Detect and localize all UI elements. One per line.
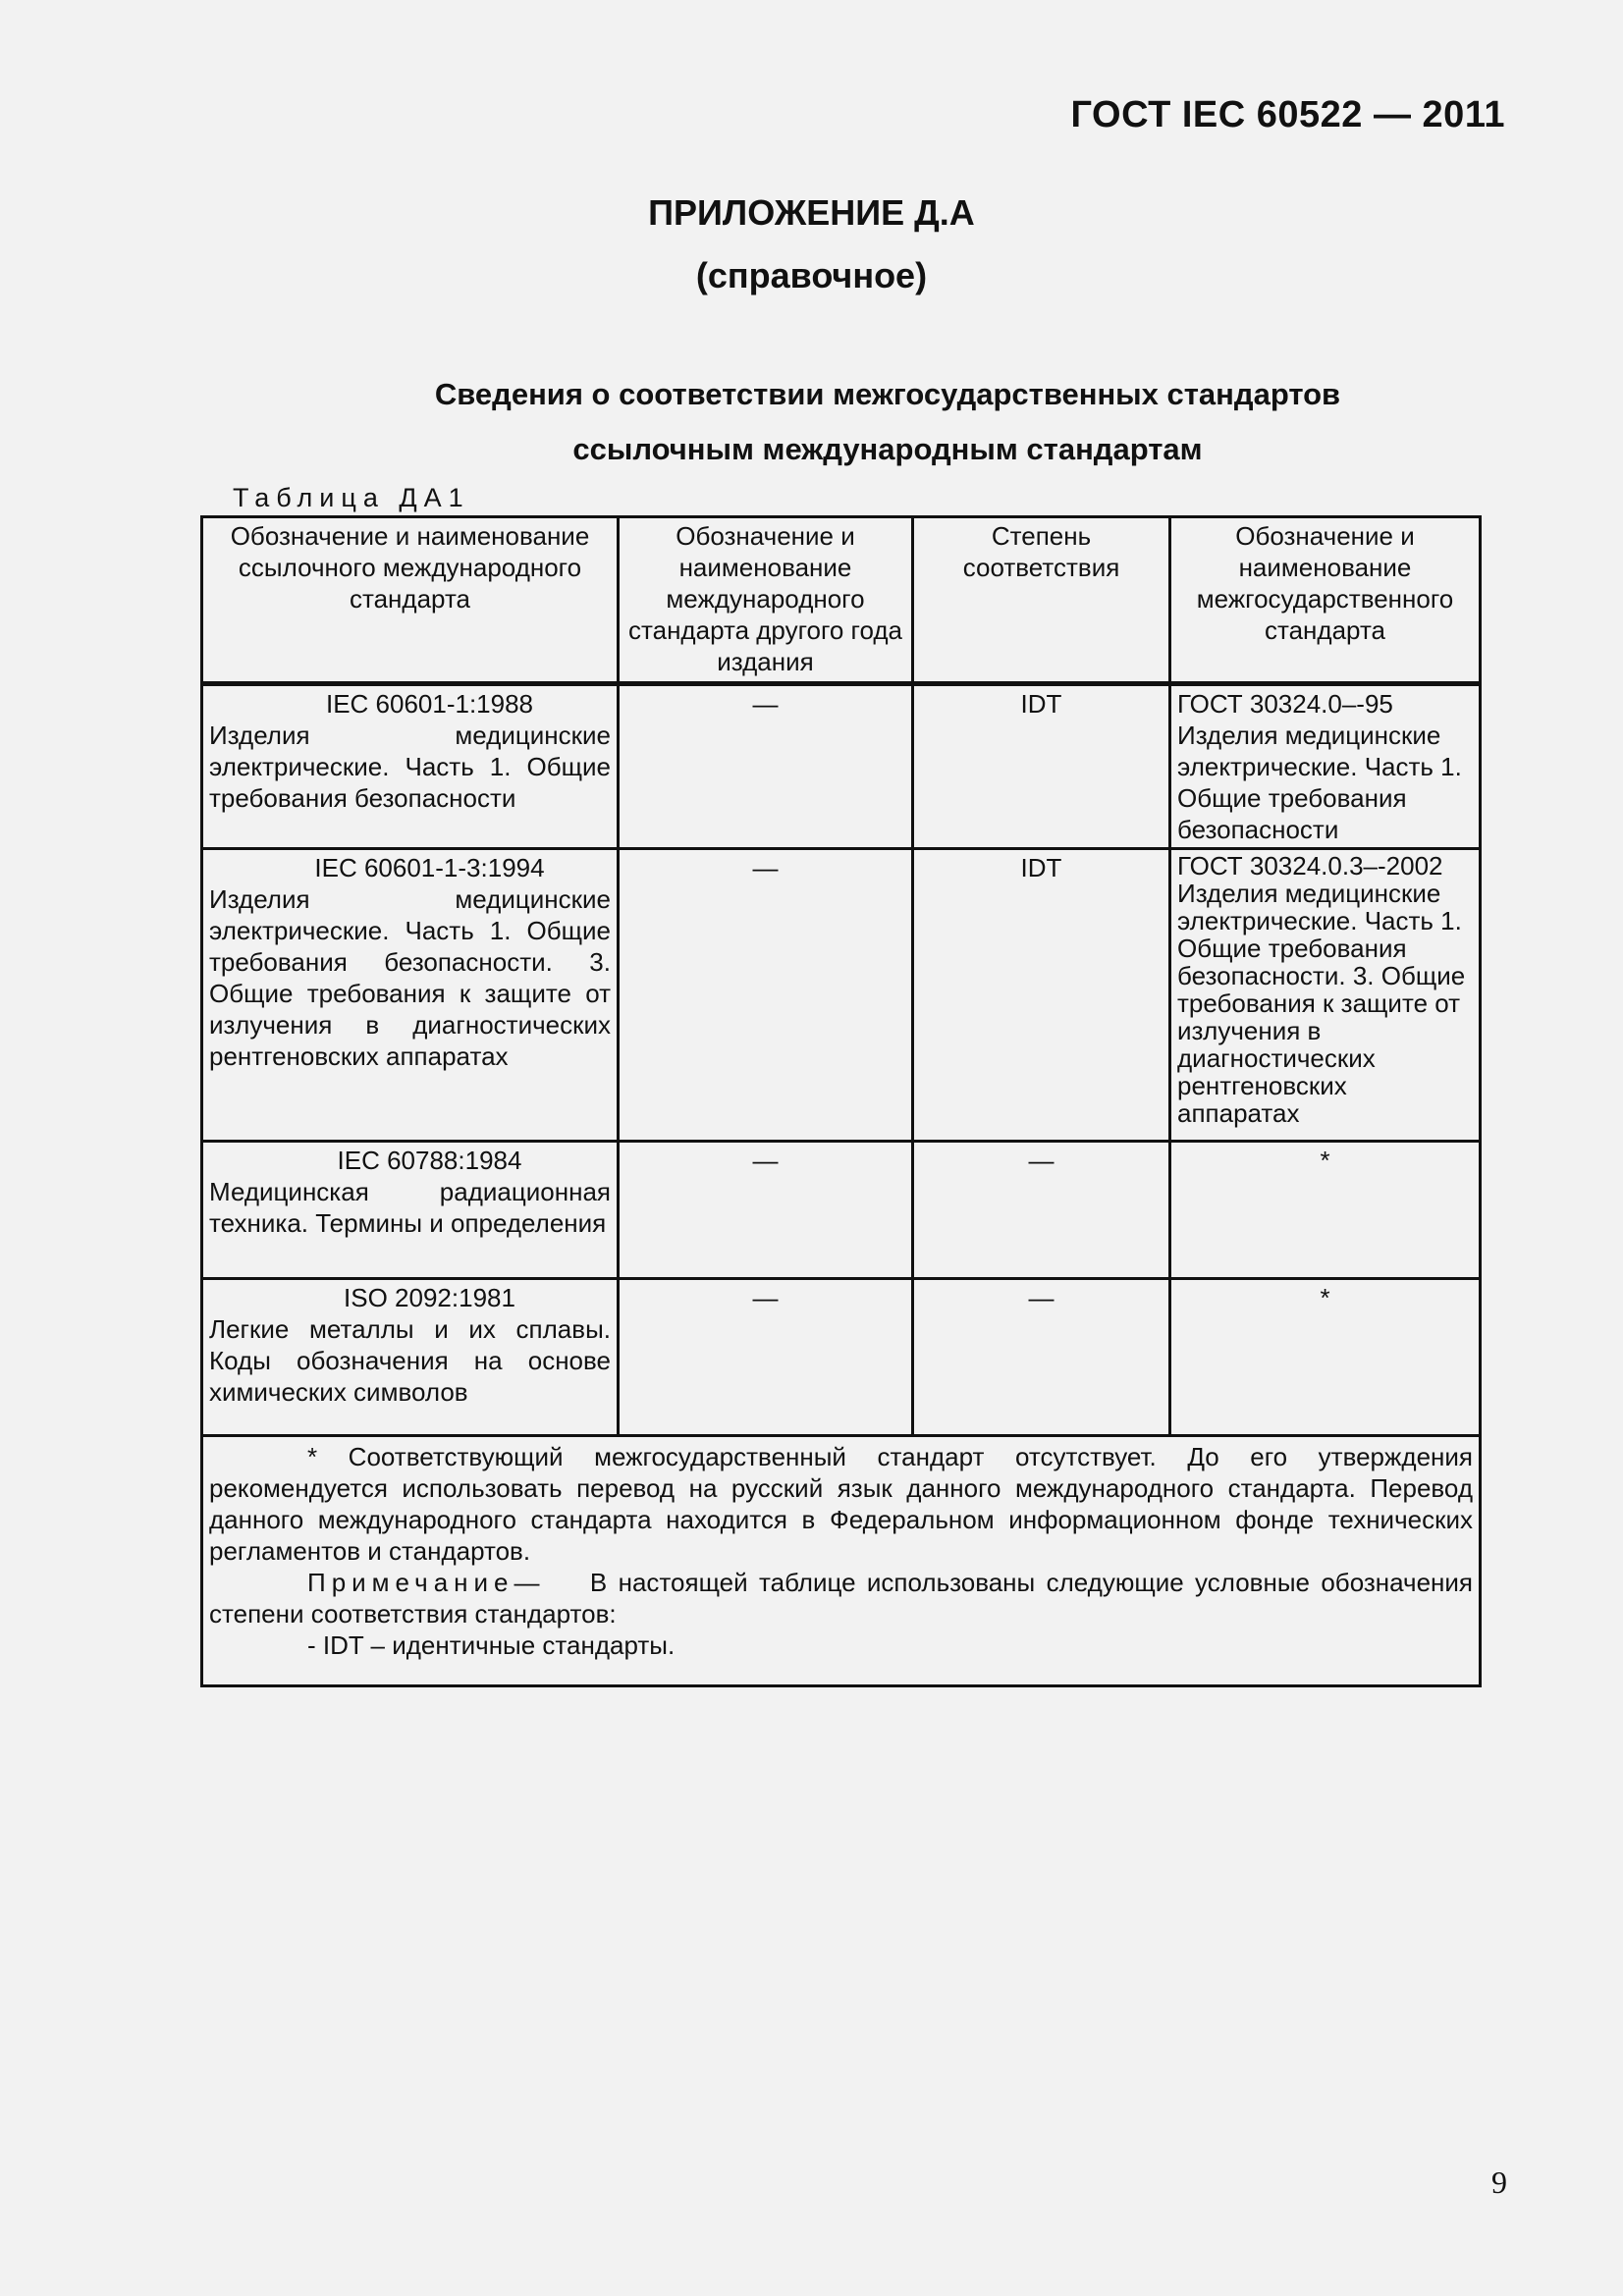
degree-cell: —: [913, 1279, 1170, 1436]
header-other-year-standard: Обозначение и наименование международного стандарта другого года издания: [619, 517, 913, 684]
footnote-row: [202, 1436, 1481, 1686]
page-number: 9: [1491, 2164, 1507, 2200]
ref-standard-name: Легкие металлы и их сплавы. Коды обозначения на основе химических символов: [209, 1314, 611, 1407]
ref-standard-cell: [202, 849, 619, 1142]
table-row: [202, 849, 1481, 1142]
table-row: [202, 1142, 1481, 1279]
other-year-cell: —: [619, 684, 913, 849]
header-ref-standard: Обозначение и наименование ссылочного международного стандарта: [202, 517, 619, 684]
ref-standard-cell: [202, 1142, 619, 1279]
interstate-standard-cell: ГОСТ 30324.0.3–-2002 Изделия медицинские электрические. Часть 1. Общие требования безопасности. 3. Общие требования к защите от излучения в диагностических рентгеновских аппаратах: [1170, 849, 1481, 1142]
note-paragraph: [209, 1567, 1473, 1629]
interstate-standard-cell: ГОСТ 30324.0–-95 Изделия медицинские электрические. Часть 1. Общие требования безопасности: [1170, 684, 1481, 849]
ref-standard-code: IEC 60601-1-3:1994: [314, 853, 545, 882]
footnote-text: * Соответствующий межгосударственный стандарт отсутствует. До его утверждения рекомендуется использовать перевод на русский язык данного международного стандарта. Перевод данного международного стандарта находится в Федеральном информационном фонде технических регламентов и стандартов.: [209, 1442, 1473, 1566]
section-title: [249, 367, 1526, 477]
note-label: Примечание—: [307, 1568, 546, 1597]
ref-standard-cell: [202, 684, 619, 849]
table-row: [202, 1279, 1481, 1436]
other-year-cell: —: [619, 849, 913, 1142]
note-text: В настоящей таблице использованы следующие условные обозначения степени соответствия стандартов:: [209, 1568, 1473, 1629]
degree-cell: IDT: [913, 849, 1170, 1142]
ref-standard-code: IEC 60601-1:1988: [325, 689, 534, 719]
appendix-title: ПРИЛОЖЕНИЕ Д.А: [648, 192, 975, 233]
other-year-cell: —: [619, 1279, 913, 1436]
section-title-line-2: ссылочным международным стандартам: [572, 432, 1203, 466]
table-label: Таблица ДА1: [233, 483, 470, 512]
degree-cell: IDT: [913, 684, 1170, 849]
footnote-cell: [202, 1436, 1481, 1686]
ref-standard-name: Медицинская радиационная техника. Термины и определения: [209, 1177, 611, 1238]
header-interstate-standard: Обозначение и наименование межгосударственного стандарта: [1170, 517, 1481, 684]
ref-standard-cell: [202, 1279, 619, 1436]
appendix-subtitle: (справочное): [695, 255, 928, 295]
document-code: ГОСТ IEC 60522 — 2011: [1070, 94, 1505, 135]
ref-standard-code: ISO 2092:1981: [344, 1283, 515, 1312]
table-row: [202, 684, 1481, 849]
ref-standard-name: Изделия медицинские электрические. Часть 1. Общие требования безопасности. 3. Общие требования к защите от излучения в диагностических рентгеновских аппаратах: [209, 884, 611, 1071]
degree-cell: —: [913, 1142, 1170, 1279]
ref-standard-name: Изделия медицинские электрические. Часть 1. Общие требования безопасности: [209, 721, 611, 813]
section-title-line-1: Сведения о соответствии межгосударственных стандартов: [434, 377, 1341, 411]
ref-standard-code: IEC 60788:1984: [337, 1146, 522, 1175]
interstate-standard-cell: *: [1170, 1142, 1481, 1279]
interstate-standard-cell: *: [1170, 1279, 1481, 1436]
other-year-cell: —: [619, 1142, 913, 1279]
table-header-row: [202, 517, 1481, 684]
header-degree: Степень соответствия: [913, 517, 1170, 684]
correspondence-table: [200, 515, 1482, 1687]
note-item-idt: - IDT – идентичные стандарты.: [307, 1630, 676, 1660]
